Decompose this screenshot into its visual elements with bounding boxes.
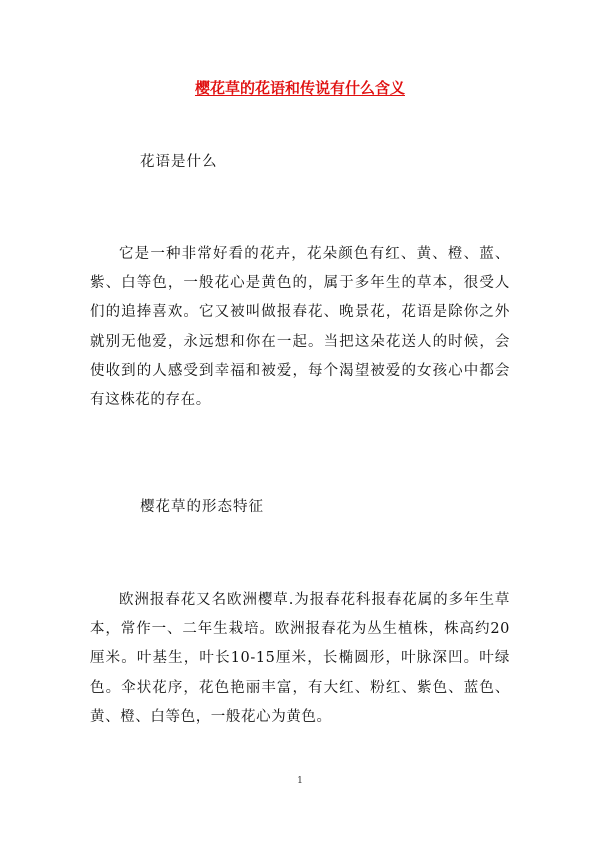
section-heading-morphology: 樱花草的形态特征 — [140, 499, 264, 515]
section-paragraph-morphology: 欧洲报春花又名欧洲樱草.为报春花科报春花属的多年生草本，常作一、二年生栽培。欧洲报春花为丛生植株，株高约20厘米。叶基生，叶长10-15厘米，长椭圆形，叶脉深凹。叶绿色。伞状花序，花色艳丽丰富，有大红、粉红、紫色、蓝色、黄、橙、白等色，一般花心为黄色。 — [90, 592, 510, 725]
page-number: 1 — [297, 776, 303, 786]
page-title: 樱花草的花语和传说有什么含义 — [194, 79, 405, 97]
section-heading-flower-language: 花语是什么 — [140, 154, 218, 170]
section-paragraph-flower-language: 它是一种非常好看的花卉，花朵颜色有红、黄、橙、蓝、紫、白等色，一般花心是黄色的，属于多年生的草本，很受人们的追捧喜欢。它又被叫做报春花、晚景花，花语是除你之外就别无他爱，永远想和你在一起。当把这朵花送人的时候，会使收到的人感受到幸福和被爱，每个渴望被爱的女孩心中都会有这株花的存在。 — [90, 246, 510, 409]
